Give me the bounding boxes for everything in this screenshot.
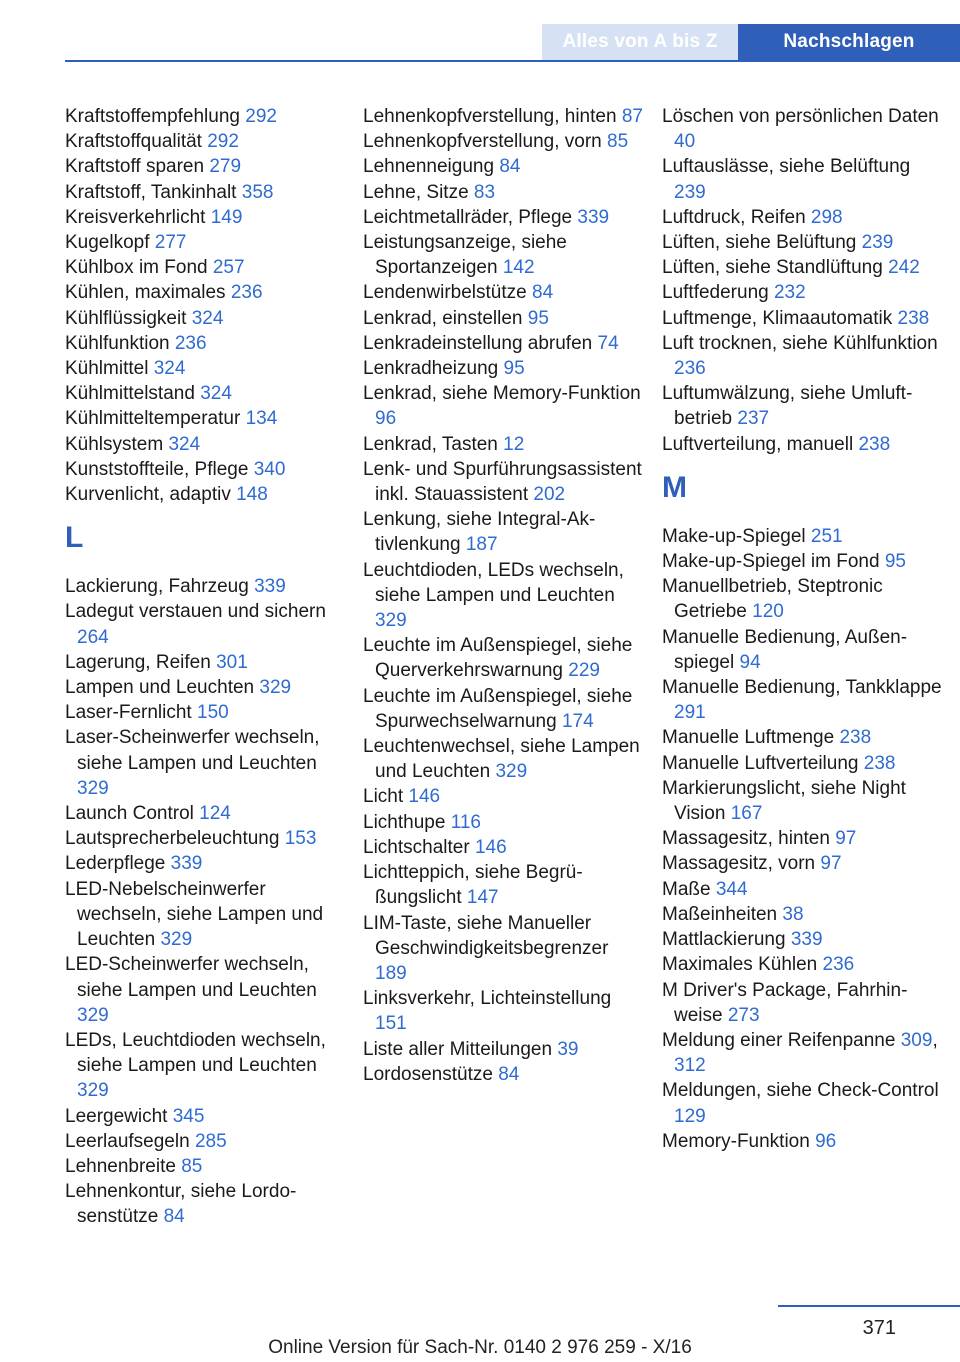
index-entry bbox=[65, 129, 345, 154]
index-term: Liste aller Mitteilungen bbox=[363, 1038, 553, 1060]
page-reference-link[interactable]: 236 bbox=[230, 282, 263, 304]
index-entry bbox=[363, 104, 643, 129]
index-term: LIM-Taste, siehe Manueller Geschwindigkeitsbegrenzer bbox=[363, 912, 609, 959]
index-term: Make-up-Spiegel bbox=[662, 525, 806, 547]
page-reference-link[interactable]: 87 bbox=[621, 106, 643, 127]
index-term: Luftfederung bbox=[662, 282, 769, 304]
index-entry bbox=[363, 810, 643, 835]
index-term: Kraftstoff sparen bbox=[65, 156, 205, 178]
index-entry bbox=[662, 154, 942, 204]
index-entry bbox=[662, 104, 942, 154]
index-entry bbox=[662, 675, 942, 725]
index-term: Meldungen, siehe Check-Control bbox=[662, 1080, 939, 1102]
page-reference-link[interactable]: 242 bbox=[888, 257, 920, 279]
index-entry bbox=[662, 381, 942, 431]
index-entry bbox=[662, 432, 942, 457]
index-term: Lagerung, Reifen bbox=[65, 651, 211, 673]
index-term: Manuellbetrieb, Steptronic Getriebe bbox=[662, 576, 883, 623]
page-reference-link[interactable]: 238 bbox=[839, 727, 872, 749]
page-number: 371 bbox=[862, 1317, 896, 1339]
index-entry bbox=[65, 826, 345, 851]
index-term: Lautsprecherbeleuchtung bbox=[65, 828, 280, 850]
page-reference-link[interactable]: 134 bbox=[245, 408, 278, 430]
page-reference-link[interactable]: 236 bbox=[174, 332, 207, 354]
index-term: Lordosenstütze bbox=[363, 1063, 493, 1085]
index-term: Leuchtdioden, LEDs wechseln, siehe Lampen und Leuchten bbox=[363, 559, 624, 606]
page-reference-link[interactable]: 298 bbox=[810, 206, 843, 228]
index-entry bbox=[363, 154, 643, 179]
page-reference-link[interactable]: 151 bbox=[375, 1013, 407, 1035]
index-term: Laser-Fernlicht bbox=[65, 702, 192, 724]
index-entry bbox=[662, 751, 942, 776]
index-term: LEDs, Leuchtdioden wechseln, siehe Lampen und Leuchten bbox=[65, 1029, 326, 1077]
index-term: Lendenwirbelstütze bbox=[363, 282, 527, 304]
index-entry bbox=[363, 558, 643, 634]
index-term: Luftverteilung, manuell bbox=[662, 433, 854, 455]
index-term: Kühlen, maximales bbox=[65, 282, 226, 304]
index-entry bbox=[65, 851, 345, 876]
index-entry bbox=[65, 1104, 345, 1129]
index-entry bbox=[662, 230, 942, 255]
index-term: Kraftstoffqualität bbox=[65, 131, 202, 153]
page-reference-link[interactable]: 12 bbox=[503, 433, 525, 455]
index-entry bbox=[662, 877, 942, 902]
index-entry bbox=[662, 306, 942, 331]
index-entry bbox=[65, 725, 345, 801]
index-term: Lüften, siehe Standlüftung bbox=[662, 257, 883, 279]
index-term: Lederpflege bbox=[65, 853, 166, 875]
page-reference-link[interactable]: 291 bbox=[674, 702, 706, 724]
page-reference-link[interactable]: 239 bbox=[674, 181, 706, 203]
page-reference-link[interactable]: 238 bbox=[897, 307, 930, 329]
index-entry bbox=[662, 524, 942, 549]
online-version-note: Online Version für Sach-Nr. 0140 2 976 259 - X/16 bbox=[268, 1337, 692, 1358]
index-entry bbox=[65, 306, 345, 331]
page-reference-link[interactable]: 120 bbox=[752, 601, 784, 623]
index-term: Manuelle Luftverteilung bbox=[662, 752, 859, 774]
index-term: Kühlmitteltemperatur bbox=[65, 408, 241, 430]
index-entry bbox=[65, 432, 345, 457]
index-column-2 bbox=[363, 104, 643, 1087]
index-entry bbox=[65, 952, 345, 1028]
page-reference-link[interactable]: 329 bbox=[259, 677, 292, 699]
index-entry bbox=[662, 280, 942, 305]
index-term: Meldung einer Reifenpanne bbox=[662, 1029, 896, 1051]
page-reference-link[interactable]: 236 bbox=[674, 358, 706, 380]
page-reference-link[interactable]: 229 bbox=[568, 660, 600, 682]
index-entry bbox=[65, 457, 345, 482]
index-entry bbox=[65, 877, 345, 953]
index-entry bbox=[65, 599, 345, 649]
page-reference-link[interactable]: 84 bbox=[532, 282, 554, 304]
page-reference-link[interactable]: 329 bbox=[77, 1080, 109, 1102]
index-entry bbox=[65, 675, 345, 700]
page-reference-link[interactable]: 96 bbox=[375, 408, 397, 430]
index-entry bbox=[363, 432, 643, 457]
page-reference-link[interactable]: 324 bbox=[168, 433, 201, 455]
index-term: Lehnenkopfverstellung, hinten bbox=[363, 106, 617, 127]
index-term: Manuelle Luftmenge bbox=[662, 727, 835, 749]
page-reference-link[interactable]: 312 bbox=[674, 1055, 706, 1077]
index-term: Lehnenbreite bbox=[65, 1155, 176, 1177]
index-entry bbox=[65, 406, 345, 431]
index-entry bbox=[65, 180, 345, 205]
index-entry bbox=[662, 255, 942, 280]
index-term: Kugelkopf bbox=[65, 232, 150, 254]
index-term: Lenk- und Spurführungsassistent inkl. Stauassistent bbox=[363, 458, 642, 506]
page-reference-link[interactable]: 84 bbox=[163, 1206, 185, 1228]
page-reference-link[interactable]: 85 bbox=[181, 1155, 203, 1177]
index-term: Leuchte im Außenspiegel, siehe Querverkehrswarnung bbox=[363, 635, 633, 682]
index-term: Lenkradeinstellung abrufen bbox=[363, 332, 593, 354]
page-reference-link[interactable]: 329 bbox=[160, 929, 193, 951]
index-column-3 bbox=[662, 104, 942, 1154]
page-reference-link[interactable]: 142 bbox=[502, 257, 535, 279]
index-term: Leistungsanzeige, siehe Sportanzeigen bbox=[363, 232, 567, 279]
page-reference-link[interactable]: 85 bbox=[607, 131, 629, 153]
index-entry bbox=[65, 154, 345, 179]
page-reference-link[interactable]: 339 bbox=[790, 929, 823, 951]
index-term: Lehnenkontur, siehe Lordosenstütze bbox=[65, 1181, 297, 1228]
index-entry bbox=[65, 650, 345, 675]
index-entry bbox=[65, 356, 345, 381]
index-entry bbox=[662, 978, 942, 1028]
index-entry bbox=[65, 1129, 345, 1154]
index-term: Löschen von persönlichen Daten bbox=[662, 106, 939, 127]
index-entry bbox=[662, 574, 942, 624]
index-term: Luftmenge, Klimaautomatik bbox=[662, 307, 893, 329]
page-reference-link[interactable]: 237 bbox=[737, 408, 770, 430]
page-reference-link[interactable]: 279 bbox=[209, 156, 242, 178]
index-entry bbox=[65, 574, 345, 599]
index-term: Maximales Kühlen bbox=[662, 954, 818, 976]
index-letter-heading: L bbox=[65, 521, 84, 555]
chapter-tab[interactable]: Nachschlagen bbox=[738, 24, 960, 60]
index-entry bbox=[662, 851, 942, 876]
index-term: Kühlmittelstand bbox=[65, 383, 195, 405]
index-entry bbox=[363, 205, 643, 230]
page-reference-link[interactable]: 324 bbox=[153, 358, 186, 380]
index-entry bbox=[363, 986, 643, 1036]
index-term: Laser-Scheinwerfer wechseln, siehe Lampen und Leuchten bbox=[65, 727, 320, 774]
page-reference-link[interactable]: 148 bbox=[236, 484, 268, 506]
index-entry bbox=[363, 381, 643, 431]
index-entry bbox=[65, 1179, 345, 1229]
page-reference-link[interactable]: 339 bbox=[577, 206, 610, 228]
page-reference-link[interactable]: 146 bbox=[408, 786, 441, 808]
index-entry bbox=[65, 801, 345, 826]
index-entry bbox=[65, 230, 345, 255]
index-term: Kreisverkehrlicht bbox=[65, 206, 206, 228]
index-entry bbox=[662, 952, 942, 977]
page-reference-link[interactable]: 39 bbox=[557, 1038, 579, 1060]
index-entry bbox=[363, 784, 643, 809]
index-entry bbox=[662, 1078, 942, 1128]
page-reference-link[interactable]: 84 bbox=[499, 156, 521, 178]
index-column-1 bbox=[65, 104, 345, 1230]
page-reference-link[interactable]: 264 bbox=[77, 626, 109, 648]
index-entry bbox=[662, 776, 942, 826]
index-term: Kunststoffteile, Pflege bbox=[65, 458, 249, 480]
index-entry bbox=[363, 280, 643, 305]
page-reference-link[interactable]: 189 bbox=[375, 962, 407, 984]
index-term: Mattlackierung bbox=[662, 929, 786, 951]
index-entry bbox=[662, 1129, 942, 1154]
page-reference-link[interactable]: 97 bbox=[820, 853, 842, 875]
index-term: Lampen und Leuchten bbox=[65, 677, 255, 699]
index-term: LED-Nebelscheinwerfer wechseln, siehe Lampen und Leuchten bbox=[65, 878, 324, 951]
index-term: Luftauslässe, siehe Belüftung bbox=[662, 156, 911, 178]
index-term: Kühlsystem bbox=[65, 433, 164, 455]
page-reference-link[interactable]: 187 bbox=[465, 534, 498, 556]
index-term: Leergewicht bbox=[65, 1105, 168, 1127]
index-entry bbox=[65, 255, 345, 280]
page-reference-link[interactable]: 83 bbox=[473, 181, 496, 203]
page-reference-link[interactable]: 174 bbox=[561, 710, 594, 732]
page-reference-link[interactable]: 167 bbox=[730, 803, 763, 825]
index-entry bbox=[363, 457, 643, 507]
page-reference-link[interactable]: 95 bbox=[884, 551, 906, 573]
page-reference-link[interactable]: 309 bbox=[900, 1029, 933, 1051]
page-reference-link[interactable]: 124 bbox=[199, 803, 231, 825]
index-term: Lackierung, Fahrzeug bbox=[65, 576, 249, 598]
index-term: Lichtschalter bbox=[363, 836, 470, 858]
page-reference-link[interactable]: 339 bbox=[170, 853, 203, 875]
index-term: Manuelle Bedienung, Außenspiegel bbox=[662, 626, 908, 673]
index-term: Kurvenlicht, adaptiv bbox=[65, 484, 231, 506]
index-entry bbox=[65, 104, 345, 129]
page-reference-link[interactable]: 329 bbox=[77, 1004, 109, 1026]
page-reference-link[interactable]: 345 bbox=[172, 1105, 205, 1127]
page-reference-link[interactable]: 285 bbox=[194, 1130, 227, 1152]
index-term: M Driver's Package, Fahrhinweise bbox=[662, 979, 908, 1026]
page-reference-link[interactable]: 97 bbox=[835, 828, 857, 850]
index-term: Lüften, siehe Belüftung bbox=[662, 232, 857, 254]
index-term: Lehnenneigung bbox=[363, 156, 495, 178]
index-entry bbox=[363, 180, 643, 205]
page-reference-link[interactable]: 301 bbox=[216, 651, 248, 673]
page-reference-link[interactable]: 146 bbox=[474, 836, 507, 858]
index-term: Leichtmetallräder, Pflege bbox=[363, 206, 573, 228]
page-reference-link[interactable]: 273 bbox=[727, 1004, 760, 1026]
index-term: Lenkradheizung bbox=[363, 358, 499, 380]
index-term: Lichthupe bbox=[363, 811, 446, 833]
index-term: Lehne, Sitze bbox=[363, 181, 469, 203]
page-reference-link[interactable]: 344 bbox=[715, 878, 748, 900]
index-term: Massagesitz, vorn bbox=[662, 853, 816, 875]
index-entry bbox=[363, 230, 643, 280]
page-reference-link[interactable]: 236 bbox=[822, 954, 855, 976]
index-term: Luft trocknen, siehe Kühlfunktion bbox=[662, 332, 938, 354]
index-term: Lenkrad, siehe Memory-Funktion bbox=[363, 383, 641, 405]
index-entry bbox=[662, 331, 942, 381]
index-entry bbox=[65, 205, 345, 230]
index-term: Kühlmittel bbox=[65, 358, 149, 380]
index-term: Maße bbox=[662, 878, 711, 900]
index-term: Ladegut verstauen und sichern bbox=[65, 601, 326, 623]
index-entry bbox=[662, 1028, 942, 1078]
index-term: LED-Scheinwerfer wechseln, siehe Lampen und Leuchten bbox=[65, 954, 317, 1001]
index-term: Make-up-Spiegel im Fond bbox=[662, 551, 880, 573]
index-term: Lehnenkopfverstellung, vorn bbox=[363, 131, 602, 153]
section-tab[interactable]: Alles von A bis Z bbox=[542, 24, 738, 60]
page-reference-link[interactable]: 324 bbox=[191, 307, 224, 329]
index-entry bbox=[363, 911, 643, 987]
index-entry bbox=[65, 280, 345, 305]
page-separator: , bbox=[932, 1029, 938, 1051]
footer-rule bbox=[778, 1305, 960, 1307]
page-reference-link[interactable]: 150 bbox=[197, 702, 229, 724]
page-reference-link[interactable]: 257 bbox=[212, 257, 245, 279]
page-reference-link[interactable]: 95 bbox=[527, 307, 549, 329]
page-reference-link[interactable]: 251 bbox=[810, 525, 843, 547]
index-entry bbox=[363, 860, 643, 910]
index-term: Kühlfunktion bbox=[65, 332, 170, 354]
index-entry bbox=[662, 625, 942, 675]
index-term: Linksverkehr, Lichteinstellung bbox=[363, 988, 612, 1010]
page-reference-link[interactable]: 238 bbox=[863, 752, 896, 774]
page-reference-link[interactable]: 84 bbox=[498, 1063, 520, 1085]
page-reference-link[interactable]: 292 bbox=[207, 131, 239, 153]
index-entry bbox=[363, 1037, 643, 1062]
index-term: Lenkrad, einstellen bbox=[363, 307, 523, 329]
page-reference-link[interactable]: 202 bbox=[533, 484, 566, 506]
index-entry bbox=[363, 129, 643, 154]
index-entry bbox=[363, 633, 643, 683]
index-term: Luftdruck, Reifen bbox=[662, 206, 806, 228]
index-entry bbox=[65, 381, 345, 406]
index-term: Kraftstoff, Tankinhalt bbox=[65, 181, 237, 203]
page-reference-link[interactable]: 95 bbox=[503, 358, 525, 380]
index-entry bbox=[363, 306, 643, 331]
page-reference-link[interactable]: 329 bbox=[77, 777, 109, 799]
page-reference-link[interactable]: 232 bbox=[773, 282, 806, 304]
header-rule bbox=[65, 60, 960, 62]
index-entry bbox=[363, 1062, 643, 1087]
index-term: Leerlaufsegeln bbox=[65, 1130, 190, 1152]
index-entry bbox=[662, 902, 942, 927]
index-entry bbox=[363, 507, 643, 557]
page-reference-link[interactable]: 358 bbox=[241, 181, 274, 203]
page-reference-link[interactable]: 116 bbox=[450, 811, 481, 833]
index-term: Kraftstoffempfehlung bbox=[65, 106, 240, 127]
index-entry bbox=[65, 1028, 345, 1104]
index-entry bbox=[662, 927, 942, 952]
index-term: Licht bbox=[363, 786, 404, 808]
index-term: Massagesitz, hinten bbox=[662, 828, 830, 850]
index-term: Luftumwälzung, siehe Umluftbetrieb bbox=[662, 383, 913, 430]
page-reference-link[interactable]: 340 bbox=[253, 458, 286, 480]
page-reference-link[interactable]: 129 bbox=[674, 1105, 706, 1127]
page-reference-link[interactable]: 277 bbox=[154, 232, 187, 254]
index-entry bbox=[363, 356, 643, 381]
index-term: Lichtteppich, siehe Begrüßungslicht bbox=[363, 862, 583, 909]
index-entry bbox=[662, 205, 942, 230]
page-reference-link[interactable]: 153 bbox=[284, 828, 317, 850]
index-term: Leuchte im Außenspiegel, siehe Spurwechselwarnung bbox=[363, 685, 633, 732]
index-term: Kühlbox im Fond bbox=[65, 257, 208, 279]
index-term: Manuelle Bedienung, Tankklappe bbox=[662, 677, 942, 699]
page-reference-link[interactable]: 329 bbox=[375, 610, 407, 632]
page-reference-link[interactable]: 96 bbox=[815, 1130, 837, 1152]
page-reference-link[interactable]: 38 bbox=[782, 903, 804, 925]
index-entry bbox=[65, 1154, 345, 1179]
index-entry bbox=[363, 734, 643, 784]
index-term: Kühlflüssigkeit bbox=[65, 307, 187, 329]
index-term: Memory-Funktion bbox=[662, 1130, 810, 1152]
index-entry bbox=[363, 684, 643, 734]
page-reference-link[interactable]: 292 bbox=[245, 106, 277, 127]
page-reference-link[interactable]: 239 bbox=[861, 232, 894, 254]
index-entry bbox=[363, 835, 643, 860]
index-entry bbox=[363, 331, 643, 356]
index-entry bbox=[65, 700, 345, 725]
page-reference-link[interactable]: 74 bbox=[597, 332, 619, 354]
index-term: Markierungslicht, siehe Night Vision bbox=[662, 777, 906, 825]
index-entry bbox=[662, 826, 942, 851]
index-entry bbox=[65, 482, 345, 507]
page-reference-link[interactable]: 40 bbox=[674, 131, 696, 153]
index-term: Lenkrad, Tasten bbox=[363, 433, 498, 455]
page-reference-link[interactable]: 339 bbox=[254, 576, 286, 598]
index-entry bbox=[662, 725, 942, 750]
page-reference-link[interactable]: 94 bbox=[739, 651, 761, 673]
index-term: Lenkung, siehe Integral-Aktivlenkung bbox=[363, 509, 596, 556]
page-reference-link[interactable]: 238 bbox=[858, 433, 891, 455]
page-reference-link[interactable]: 147 bbox=[466, 887, 499, 909]
index-entry bbox=[662, 549, 942, 574]
index-term: Leuchtenwechsel, siehe Lampen und Leuchten bbox=[363, 736, 640, 783]
page-reference-link[interactable]: 324 bbox=[200, 383, 232, 405]
index-term: Launch Control bbox=[65, 803, 194, 825]
page-reference-link[interactable]: 149 bbox=[210, 206, 243, 228]
page-reference-link[interactable]: 329 bbox=[495, 761, 528, 783]
index-letter-heading: M bbox=[662, 470, 687, 504]
index-entry bbox=[65, 331, 345, 356]
index-term: Maßeinheiten bbox=[662, 903, 778, 925]
